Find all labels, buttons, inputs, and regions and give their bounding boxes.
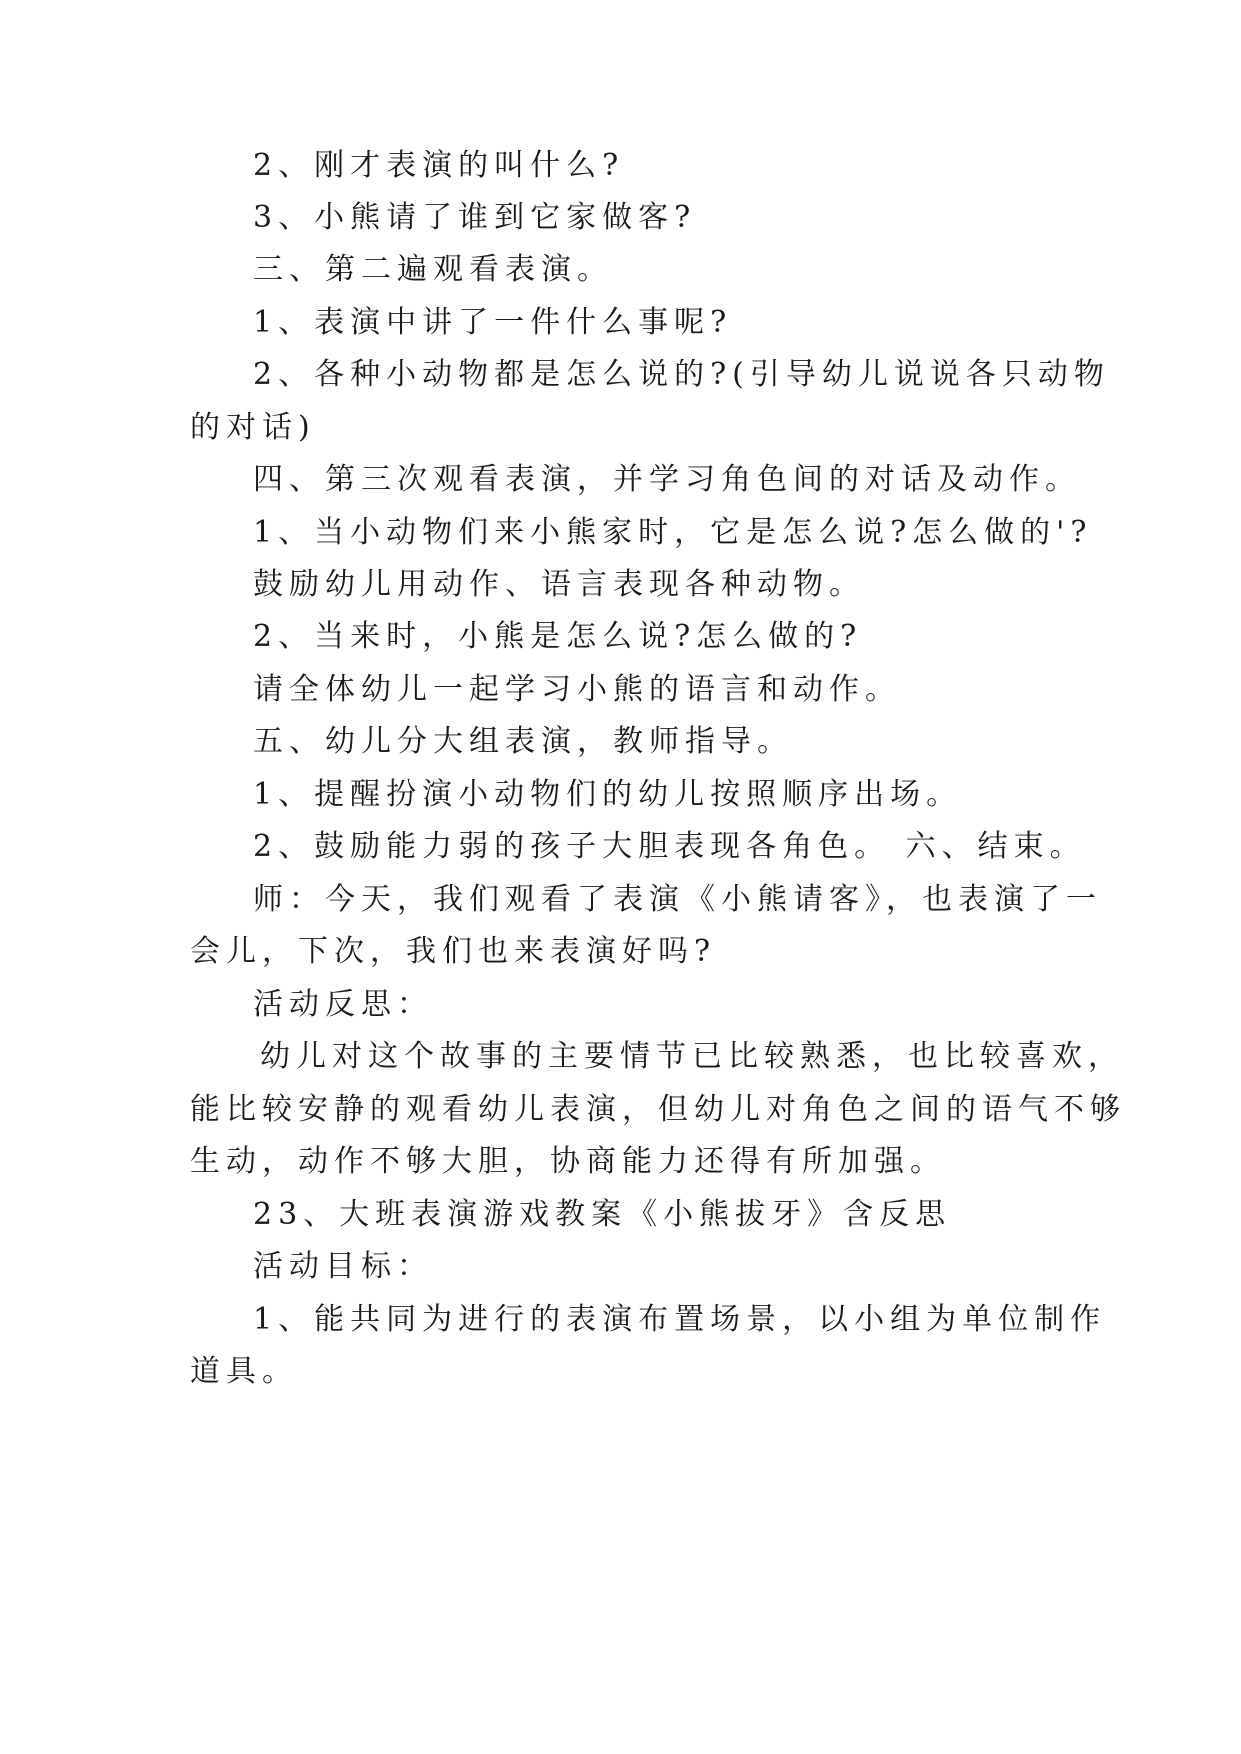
text-line: 生动，动作不够大胆，协商能力还得有所加强。 [190,1144,946,1179]
text-line: 活动目标： [253,1249,433,1284]
text-line: 幼儿对这个故事的主要情节已比较熟悉，也比较喜欢， [260,1039,1124,1074]
text-line: 1、提醒扮演小动物们的幼儿按照顺序出场。 [253,777,963,812]
text-line: 师：今天，我们观看了表演《小熊请客》，也表演了一 [253,882,1102,917]
text-line: 三、第二遍观看表演。 [253,252,613,287]
text-line: 1、当小动物们来小熊家时，它是怎么说?怎么做的'? [253,515,1093,550]
text-line: 活动反思： [253,987,433,1022]
text-line: 五、幼儿分大组表演，教师指导。 [253,724,793,759]
text-line: 2、各种小动物都是怎么说的?(引导幼儿说说各只动物 [253,357,1110,392]
text-line: 3、小熊请了谁到它家做客? [253,200,697,235]
text-line: 鼓励幼儿用动作、语言表现各种动物。 [253,567,865,602]
text-line: 1、表演中讲了一件什么事呢? [253,305,733,340]
section-heading: 23、大班表演游戏教案《小熊拔牙》含反思 [253,1197,952,1232]
text-line: 2、刚才表演的叫什么? [253,148,625,183]
text-line: 四、第三次观看表演，并学习角色间的对话及动作。 [253,462,1081,497]
text-line: 能比较安静的观看幼儿表演，但幼儿对角色之间的语气不够 [190,1092,1126,1127]
text-line: 会儿，下次，我们也来表演好吗? [190,934,717,969]
text-line: 2、鼓励能力弱的孩子大胆表现各角色。 六、结束。 [253,829,1086,864]
text-line: 2、当来时，小熊是怎么说?怎么做的? [253,619,863,654]
text-line: 1、能共同为进行的表演布置场景，以小组为单位制作 [253,1302,1107,1337]
text-line: 道具。 [190,1354,298,1389]
text-line: 请全体幼儿一起学习小熊的语言和动作。 [253,672,901,707]
text-line: 的对话) [190,410,316,445]
